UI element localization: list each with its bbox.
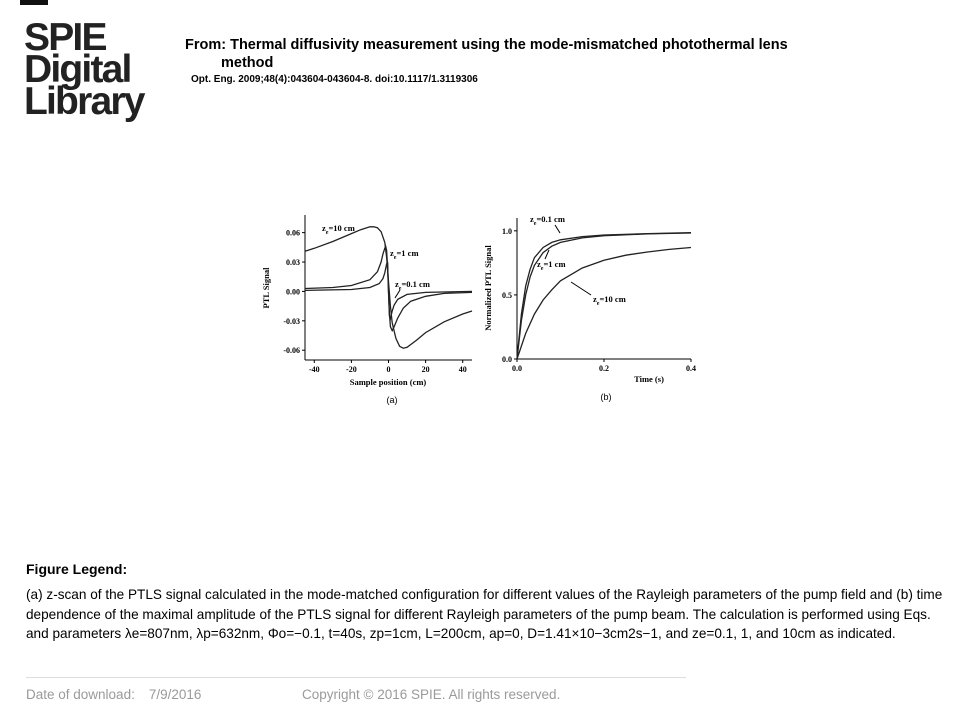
figure-svg (255, 208, 705, 408)
svg-text:ze=0.1 cm: $z_e=0.1$ cm (395, 279, 430, 292)
footer-copyright: Copyright © 2016 SPIE. All rights reserved. (302, 687, 561, 702)
panel-a-x-tick-label: 20 (421, 365, 430, 374)
panel-b-pointer-ze10 (571, 282, 591, 295)
panel-b-x-tick-label: 0.0 (512, 364, 522, 373)
download-date-label: Date of download: (26, 687, 135, 702)
panel-a-x-tick-label: -40 (308, 365, 320, 374)
article-title-line1: Thermal diffusivity measurement using the mode-mismatched photothermal lens (230, 37, 788, 53)
download-date-value: 7/9/2016 (148, 687, 202, 702)
panel-b-y-tick-label: 0.0 (502, 355, 512, 364)
article-citation[interactable]: Opt. Eng. 2009;48(4):043604-043604-8. doi:10.1117/1.3119306 (191, 74, 478, 85)
panel-b-label: (b) (600, 392, 612, 402)
panel-b-pointer-ze01 (555, 225, 560, 233)
panel-b-annotation-ze10 (593, 294, 626, 307)
logo-line-digital: Digital (24, 48, 131, 91)
logo-line-library: Library (24, 80, 144, 123)
panel-b-y-tick-label: 0.5 (502, 290, 512, 300)
panel-b-y-label: Normalized PTL Signal (483, 245, 493, 331)
footer-download-date (26, 687, 201, 702)
panel-a-y-tick-label: 0.03 (286, 258, 300, 268)
panel-b-annotation-ze1 (537, 259, 566, 272)
svg-text:ze=10 cm: $z_e=10$ cm (593, 294, 626, 307)
panel-a-x-tick-label: 40 (458, 365, 467, 374)
panel-b-x-tick-label: 0.2 (599, 364, 609, 373)
panel-a-x-tick-label: -20 (346, 365, 357, 374)
panel-a-y-tick-label: 0.00 (286, 287, 300, 297)
panel-a-label: (a) (386, 395, 398, 405)
from-label: From: (185, 37, 227, 53)
panel-a-pointer-ze01 (395, 290, 400, 298)
panel-a-series-ze-0-1-cm (305, 262, 472, 319)
panel-b (483, 214, 696, 402)
figure-legend-text: (a) z-scan of the PTLS signal calculated in the mode-matched configuration for different values of the Rayleigh parameters of the pump field and (b) time dependence of the maximal amplitude of the PTLS signal for different Rayleigh parameters of the pump beam. The calculation is performed using Eqs. and parameters λe=807nm, λp=632nm, Φo=−0.1, t=40s, zp=1cm, L=200cm, ap=0, D=1.41×10−3cm2s−1, and ze=0.1, 1, and 10cm as indicated. (26, 587, 943, 641)
panel-a-y-tick-label: -0.03 (283, 316, 300, 326)
panel-a-annotation-ze1 (390, 248, 419, 261)
panel-a-y-label: PTL Signal (261, 267, 271, 309)
panel-a-x-label: Sample position (cm) (349, 377, 427, 387)
logo-line-spie: SPIE (24, 16, 106, 59)
panel-b-x-label: Time (s) (634, 374, 664, 384)
article-title-line2: method (221, 55, 274, 71)
panel-b-x-tick-label: 0.4 (686, 364, 696, 373)
figure-legend-heading: Figure Legend: (26, 561, 128, 577)
top-bar-mark (20, 0, 48, 5)
panel-a-y-tick-label: 0.06 (286, 228, 300, 238)
panel-b-annotation-ze01 (530, 214, 565, 227)
svg-text:ze=10 cm: $z_e=10$ cm (322, 223, 355, 236)
article-title (185, 36, 865, 72)
svg-text:ze=1 cm: $z_e=1$ cm (537, 259, 566, 272)
svg-text:ze=0.1 cm: $z_e=0.1$ cm (530, 214, 565, 227)
figure (255, 208, 705, 408)
panel-a-annotation-ze01 (395, 279, 430, 292)
panel-a (261, 215, 472, 405)
panel-a-x-tick-label: 0 (386, 365, 391, 374)
svg-text:ze=1 cm: $z_e=1$ cm (390, 248, 419, 261)
footer-divider (26, 677, 686, 678)
panel-a-y-tick-label: -0.06 (283, 346, 300, 356)
panel-b-y-tick-label: 1.0 (502, 226, 512, 236)
spie-digital-library-logo[interactable] (24, 16, 148, 123)
